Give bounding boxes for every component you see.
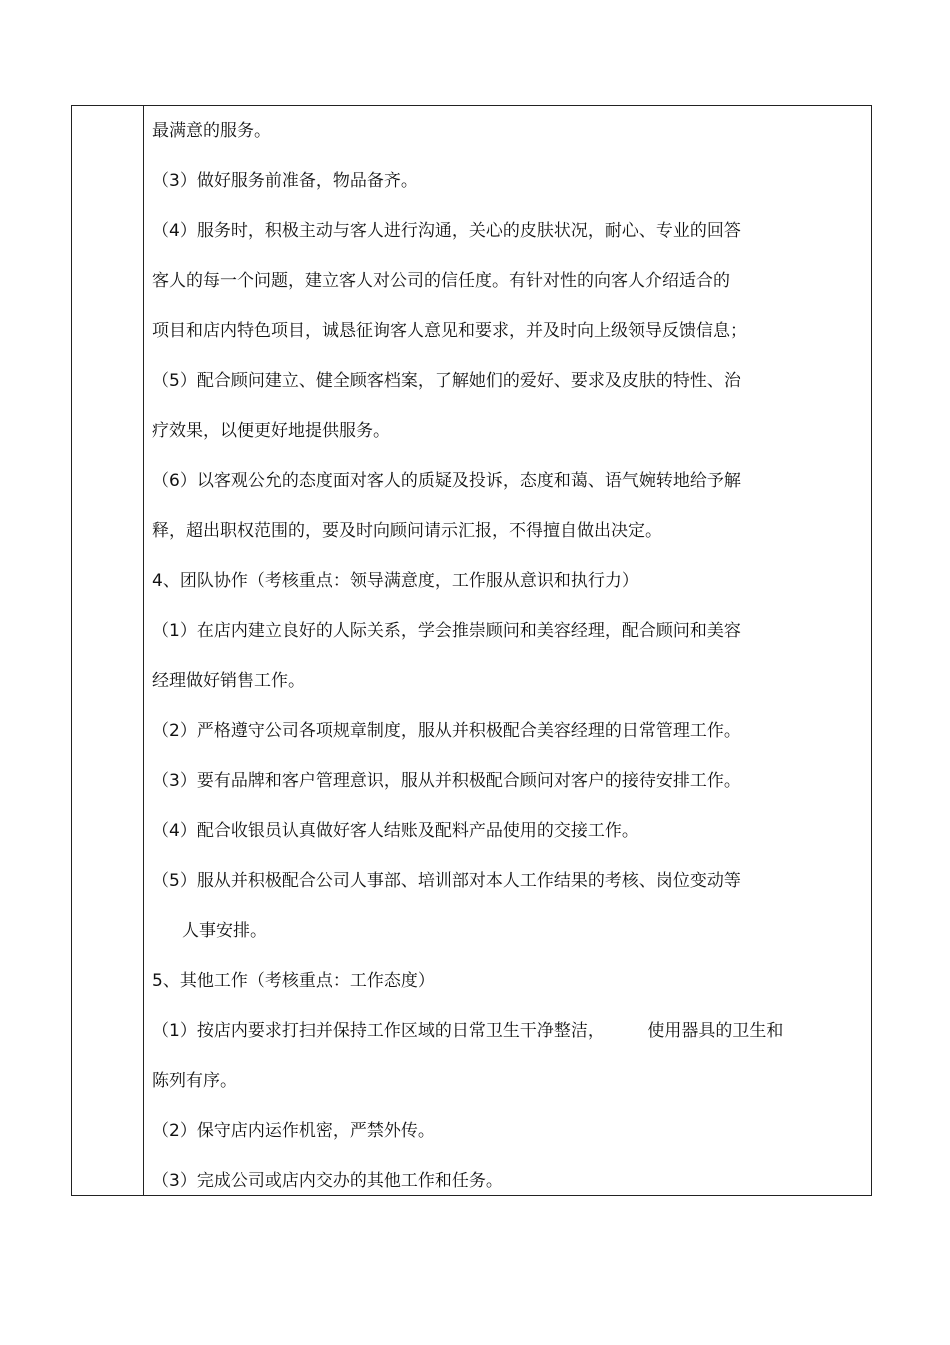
text-line: （1）按店内要求打扫并保持工作区域的日常卫生干净整洁， 使用器具的卫生和 xyxy=(152,1021,784,1041)
text-line: （2）严格遵守公司各项规章制度，服从并积极配合美容经理的日常管理工作。 xyxy=(152,721,741,741)
text-line: （4）配合收银员认真做好客人结账及配料产品使用的交接工作。 xyxy=(152,821,639,841)
text-line: （5）配合顾问建立、健全顾客档案，了解她们的爱好、要求及皮肤的特性、治 xyxy=(152,371,741,391)
section-heading: 5、其他工作（考核重点：工作态度） xyxy=(152,971,435,991)
text-line: 经理做好销售工作。 xyxy=(152,671,305,691)
text-line: 客人的每一个问题，建立客人对公司的信任度。有针对性的向客人介绍适合的 xyxy=(152,271,730,291)
table-left-column xyxy=(72,106,144,1195)
text-line: （3）要有品牌和客户管理意识，服从并积极配合顾问对客户的接待安排工作。 xyxy=(152,771,741,791)
text-line: 陈列有序。 xyxy=(152,1071,237,1091)
text-line: （4）服务时，积极主动与客人进行沟通，关心的皮肤状况，耐心、专业的回答 xyxy=(152,221,741,241)
document-table xyxy=(71,105,872,1196)
text-line: （5）服从并积极配合公司人事部、培训部对本人工作结果的考核、岗位变动等 xyxy=(152,871,741,891)
text-line: （3）完成公司或店内交办的其他工作和任务。 xyxy=(152,1171,503,1191)
text-line: （3）做好服务前准备，物品备齐。 xyxy=(152,171,418,191)
text-line: （2）保守店内运作机密，严禁外传。 xyxy=(152,1121,435,1141)
text-line: 项目和店内特色项目，诚恳征询客人意见和要求，并及时向上级领导反馈信息； xyxy=(152,321,747,341)
text-line: 最满意的服务。 xyxy=(152,121,271,141)
text-line: （1）在店内建立良好的人际关系，学会推崇顾问和美容经理，配合顾问和美容 xyxy=(152,621,741,641)
text-line: 人事安排。 xyxy=(182,921,267,941)
table-content-cell xyxy=(152,106,867,1195)
text-line: 疗效果，以便更好地提供服务。 xyxy=(152,421,390,441)
text-line: （6）以客观公允的态度面对客人的质疑及投诉，态度和蔼、语气婉转地给予解 xyxy=(152,471,741,491)
section-heading: 4、团队协作（考核重点：领导满意度，工作服从意识和执行力） xyxy=(152,571,639,591)
text-line: 释，超出职权范围的，要及时向顾问请示汇报，不得擅自做出决定。 xyxy=(152,521,662,541)
